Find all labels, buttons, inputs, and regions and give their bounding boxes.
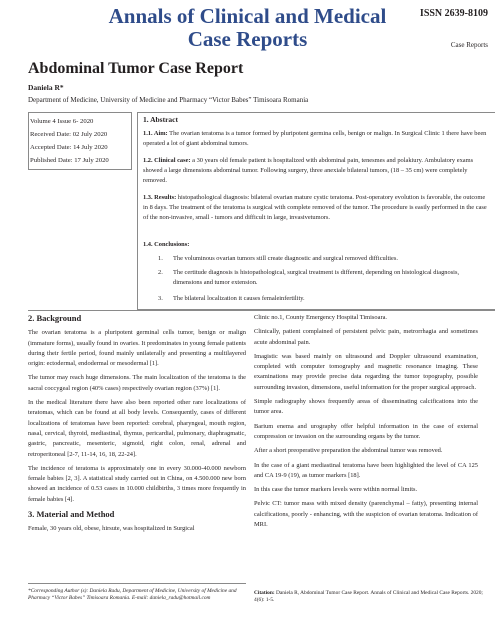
conclusion-text: The bilateral localization it causes femaleinfertility. xyxy=(173,295,305,302)
body-paragraph: In this case the tumor markers levels were within normal limits. xyxy=(254,486,418,494)
article-meta xyxy=(30,115,109,167)
clinical-text: a 30 years old female patient is hospitalized with abdominal pain, tenesmes and polakiury. Ambulatory exams showed a large dimensions abdominal tumor. Following surgery, three anexiale bilateral tumors, (18 – 35 cm) were completely removed. xyxy=(143,157,474,184)
background-heading: 2. Background xyxy=(28,313,82,323)
right-column xyxy=(254,313,478,534)
journal-name-line2: Case Reports xyxy=(187,27,308,51)
aim-text: The ovarian teratoma is a tumor formed by pluripotent germina cells, benign or malign. In Surgical Clinic 1 there have been operated a lot of giant abdominal tumors. xyxy=(143,130,487,147)
body-paragraph: After a short preoperative preparation the abdominal tumor was removed. xyxy=(254,447,443,455)
corresponding-author-note: *Corresponding Author (s): Daniela Radu, Department of Medicine, University of Medicine and Pharmacy “Victor Babes” Timisoara Romania. E-mail: daniela_radu@hotmail.com xyxy=(28,588,237,601)
material-heading: 3. Material and Method xyxy=(28,509,115,520)
section-divider xyxy=(28,310,495,311)
body-paragraph: Clinic no.1, County Emergency Hospital Timisoara. xyxy=(254,314,388,321)
journal-name-line1: Annals of Clinical and Medical xyxy=(108,4,387,28)
footnote-divider xyxy=(28,583,246,584)
author-name: Daniela R* xyxy=(28,83,64,92)
article-type: Case Reports xyxy=(450,41,488,49)
left-column xyxy=(28,313,246,539)
results-label: 1.3. Results: xyxy=(143,194,177,201)
citation-text: Daniela R, Abdominal Tumor Case Report. Annals of Clinical and Medical Case Reports. 2020; 4(6): 1-5. xyxy=(254,590,483,603)
citation-label: Citation: xyxy=(254,590,275,596)
body-paragraph: Clinically, patient complained of persistent pelvic pain, metrorrhagia and sometimes acute abdominal pain. xyxy=(254,328,478,346)
volume-issue: Volume 4 Issue 6- 2020 xyxy=(30,118,94,125)
body-paragraph: Pelvic CT: tumor mass with mixed density (parenchymal – fatty), presenting internal calcifications, poorly - enhancing, with the suspicion of ovarian teratoma. Indication of MRI. xyxy=(254,500,478,529)
results-text: histopathological diagnosis: bilateral ovarian mature cystic teratoma. Post-operatory evolution is favorable, the outcome in 8 days. The treatment of the teratoma is surgical with complete removed of the tumor. The procedure is easily performed in the case of the non-invasive, small - tumors and difficult in large, invasivetumors. xyxy=(143,194,487,221)
conclusion-text: The voluminous ovarian tumors still create diagnostic and surgical removed difficulties. xyxy=(173,255,398,262)
issn-label: ISSN 2639-8109 xyxy=(419,8,488,19)
conclusion-number: 1. xyxy=(158,255,163,262)
body-paragraph: Female, 30 years old, obese, hirsute, was hospitalized in Surgical xyxy=(28,525,195,533)
received-date: Received Date: 02 July 2020 xyxy=(30,131,108,138)
abstract-clinical-case xyxy=(143,156,488,186)
accepted-date: Accepted Date: 14 July 2020 xyxy=(30,144,108,151)
aim-label: 1.1. Aim: xyxy=(143,130,168,137)
conclusion-number: 2. xyxy=(158,269,163,276)
abstract-results xyxy=(143,193,488,223)
abstract-aim xyxy=(143,129,488,149)
published-date: Published Date: 17 July 2020 xyxy=(30,157,109,164)
conclusion-text: The certitude diagnosis is histopathological, surgical treatment is different, depending on histological diagnosis, dimensions and tumor extension. xyxy=(173,269,460,286)
article-title: Abdominal Tumor Case Report xyxy=(28,60,244,77)
abstract-heading: 1. Abstract xyxy=(143,115,178,124)
body-paragraph: The incidence of teratoma is approximately one in every 30.000-40.000 newborn female babies [2, 3]. A statistical study carried out in China, on 4.500.000 new born showed an incidence of 0.53 cases in 10.000 childbirths, 3 times more frequently in female babies [4]. xyxy=(28,464,246,503)
body-paragraph: Barium enema and urography offer helpful information in the case of external compression or invasion on the surrounding organs by the tumor. xyxy=(254,422,478,440)
clinical-label: 1.2. Clinical case: xyxy=(143,157,191,164)
body-paragraph: In the case of a giant mediastinal teratoma have been highlighted the level of CA 125 and CA 19-9 (19), as tumor markers [18]. xyxy=(254,461,478,479)
citation-note xyxy=(254,590,484,604)
conclusions-heading: 1.4. Conclusions: xyxy=(143,241,190,248)
body-paragraph: The ovarian teratoma is a pluripotent germinal cells tumor, benign or malign (immature forms), usually found in ovaries. It predominates in young female patients during their fertile period, found mainly unilaterally and presenting a multilayered origin: ectodermal, endodermal or mesodermal [1]. xyxy=(28,329,246,368)
body-paragraph: Simple radiography shows frequently areas of disseminating calcifications into the tumor area. xyxy=(254,398,478,416)
body-paragraph: In the medical literature there have also been reported other rare localizations of teratomas, which can be found at all body levels. Consequently, cases of different localizations of teratomas have been reported: cerebral, pharyngeal, mouth region, nasal, cervical, thyroid, mediastinal, thymus, pericardial, pulmonary, diaphragmatic, gastric, pancreatic, mesenteric, sigmoid, right colon, renal, adrenal and retroperitoneal [2-7, 11-14, 16, 18, 22-24]. xyxy=(28,399,246,458)
body-paragraph: The tumor may reach huge dimensions. The main localization of the teratoma is the sacral coccygeal region (40% cases) respectively ovarian region (37%) [1]. xyxy=(28,374,246,392)
body-paragraph: Imagistic was based mainly on ultrasound and Doppler ultrasound examination, completed with computer tomography and magnetic resonance imaging. These examinations may provide precise data regarding the tumor topography, possible surrounding invasion, dimensions, useful information for the proper surgical approach. xyxy=(254,352,478,391)
conclusion-number: 3. xyxy=(158,295,163,302)
author-affiliation: Department of Medicine, University of Medicine and Pharmacy “Victor Babes” Timisoara Romania xyxy=(28,96,309,104)
